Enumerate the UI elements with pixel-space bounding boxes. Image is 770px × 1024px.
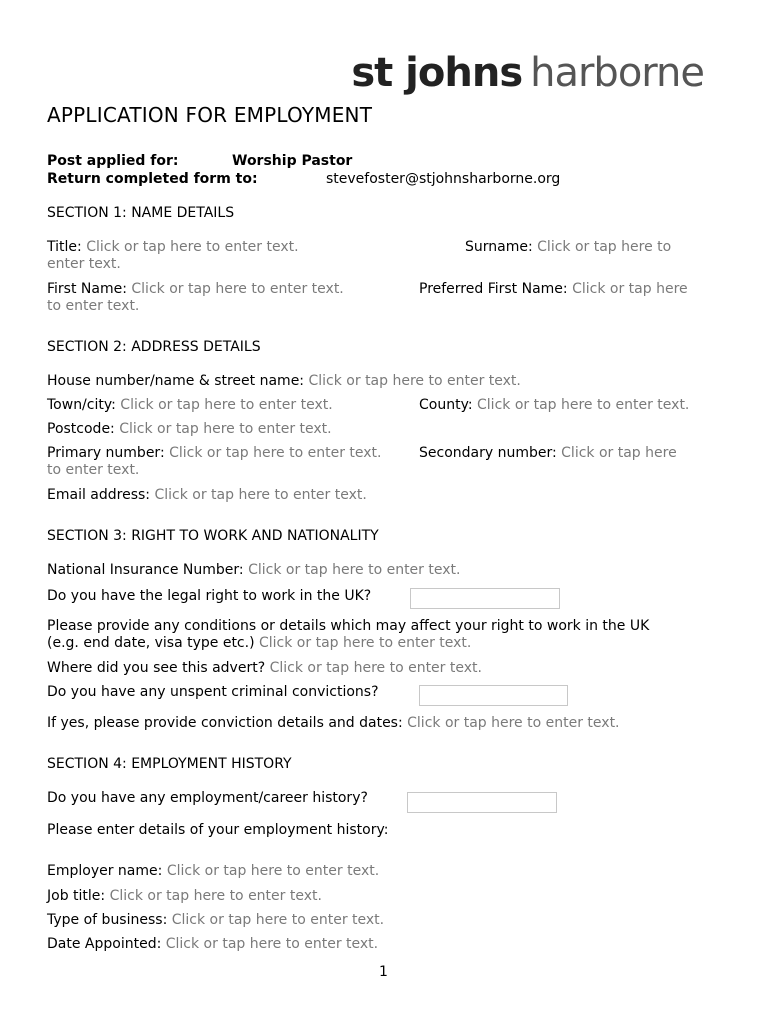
date-appointed-input[interactable]: Click or tap here to enter text. [165, 936, 379, 952]
ni-input[interactable]: Click or tap here to enter text. [248, 562, 461, 578]
business-field[interactable] [47, 912, 384, 929]
conditions-label-2: (e.g. end date, visa type etc.) [47, 635, 255, 651]
postcode-label: Postcode: [47, 421, 115, 437]
criminal-dropdown[interactable] [419, 685, 568, 706]
logo-part-1: st johns [351, 50, 523, 96]
county-input[interactable]: Click or tap here to enter text. [477, 397, 690, 413]
return-label: Return completed form to: [47, 171, 258, 187]
email-input[interactable]: Click or tap here to enter text. [154, 487, 367, 503]
first-name-input[interactable]: Click or tap here to enter text. [131, 281, 344, 297]
title-input[interactable]: Click or tap here to enter text. [86, 239, 299, 255]
details-label: Please enter details of your employment history: [47, 822, 389, 838]
conviction-label: If yes, please provide conviction details and dates: [47, 715, 403, 731]
postcode-input[interactable]: Click or tap here to enter text. [119, 421, 332, 437]
return-email: stevefoster@stjohnsharborne.org [326, 171, 561, 187]
county-field[interactable] [419, 397, 689, 414]
page-title: APPLICATION FOR EMPLOYMENT [47, 103, 373, 127]
town-field[interactable] [47, 397, 333, 414]
post-applied-value: Worship Pastor [232, 153, 353, 169]
criminal-label: Do you have any unspent criminal convictions? [47, 684, 379, 700]
preferred-name-label: Preferred First Name: [419, 281, 568, 297]
history-label: Do you have any employment/career history? [47, 790, 368, 806]
first-name-label: First Name: [47, 281, 127, 297]
town-label: Town/city: [47, 397, 116, 413]
section-2-heading: SECTION 2: ADDRESS DETAILS [47, 339, 261, 355]
first-name-field[interactable] [47, 281, 344, 298]
employer-label: Employer name: [47, 863, 163, 879]
advert-label: Where did you see this advert? [47, 660, 266, 676]
surname-input[interactable]: Click or tap here to [537, 239, 672, 255]
job-title-input[interactable]: Click or tap here to enter text. [109, 888, 322, 904]
page-number: 1 [379, 964, 388, 980]
advert-field[interactable] [47, 660, 482, 677]
preferred-name-input[interactable]: Click or tap here [572, 281, 688, 297]
secondary-number-input-wrap[interactable]: to enter text. [47, 462, 140, 478]
primary-number-input[interactable]: Click or tap here to enter text. [169, 445, 382, 461]
history-dropdown[interactable] [407, 792, 557, 813]
surname-field[interactable] [465, 239, 671, 256]
house-label: House number/name & street name: [47, 373, 305, 389]
primary-number-label: Primary number: [47, 445, 165, 461]
secondary-number-label: Secondary number: [419, 445, 557, 461]
title-label: Title: [47, 239, 82, 255]
employer-input[interactable]: Click or tap here to enter text. [166, 863, 380, 879]
logo [351, 50, 704, 96]
business-label: Type of business: [47, 912, 168, 928]
logo-part-2: harborne [530, 50, 704, 96]
job-title-label: Job title: [47, 888, 106, 904]
post-applied-label: Post applied for: [47, 153, 179, 169]
section-4-heading: SECTION 4: EMPLOYMENT HISTORY [47, 756, 292, 772]
town-input[interactable]: Click or tap here to enter text. [120, 397, 333, 413]
house-field[interactable] [47, 373, 521, 390]
business-input[interactable]: Click or tap here to enter text. [171, 912, 385, 928]
ni-label: National Insurance Number: [47, 562, 244, 578]
right-to-work-label: Do you have the legal right to work in the UK? [47, 588, 372, 604]
preferred-name-input-wrap[interactable]: to enter text. [47, 298, 140, 314]
section-1-heading: SECTION 1: NAME DETAILS [47, 205, 235, 221]
title-field[interactable] [47, 239, 299, 256]
date-appointed-field[interactable] [47, 936, 378, 953]
email-label: Email address: [47, 487, 151, 503]
ni-field[interactable] [47, 562, 460, 579]
conditions-label: Please provide any conditions or details which may affect your right to work in the UK [47, 618, 650, 634]
postcode-field[interactable] [47, 421, 332, 438]
advert-input[interactable]: Click or tap here to enter text. [269, 660, 482, 676]
surname-label: Surname: [465, 239, 533, 255]
conditions-field[interactable] [47, 635, 471, 652]
primary-number-field[interactable] [47, 445, 382, 462]
employer-field[interactable] [47, 863, 379, 880]
secondary-number-field[interactable] [419, 445, 677, 462]
right-to-work-dropdown[interactable] [410, 588, 560, 609]
surname-input-wrap[interactable]: enter text. [47, 256, 121, 272]
date-appointed-label: Date Appointed: [47, 936, 162, 952]
secondary-number-input[interactable]: Click or tap here [561, 445, 677, 461]
email-field[interactable] [47, 487, 367, 504]
conditions-input[interactable]: Click or tap here to enter text. [259, 635, 472, 651]
conviction-input[interactable]: Click or tap here to enter text. [407, 715, 620, 731]
section-3-heading: SECTION 3: RIGHT TO WORK AND NATIONALITY [47, 528, 379, 544]
job-title-field[interactable] [47, 888, 322, 905]
county-label: County: [419, 397, 473, 413]
house-input[interactable]: Click or tap here to enter text. [308, 373, 521, 389]
conviction-field[interactable] [47, 715, 620, 732]
preferred-name-field[interactable] [419, 281, 688, 298]
